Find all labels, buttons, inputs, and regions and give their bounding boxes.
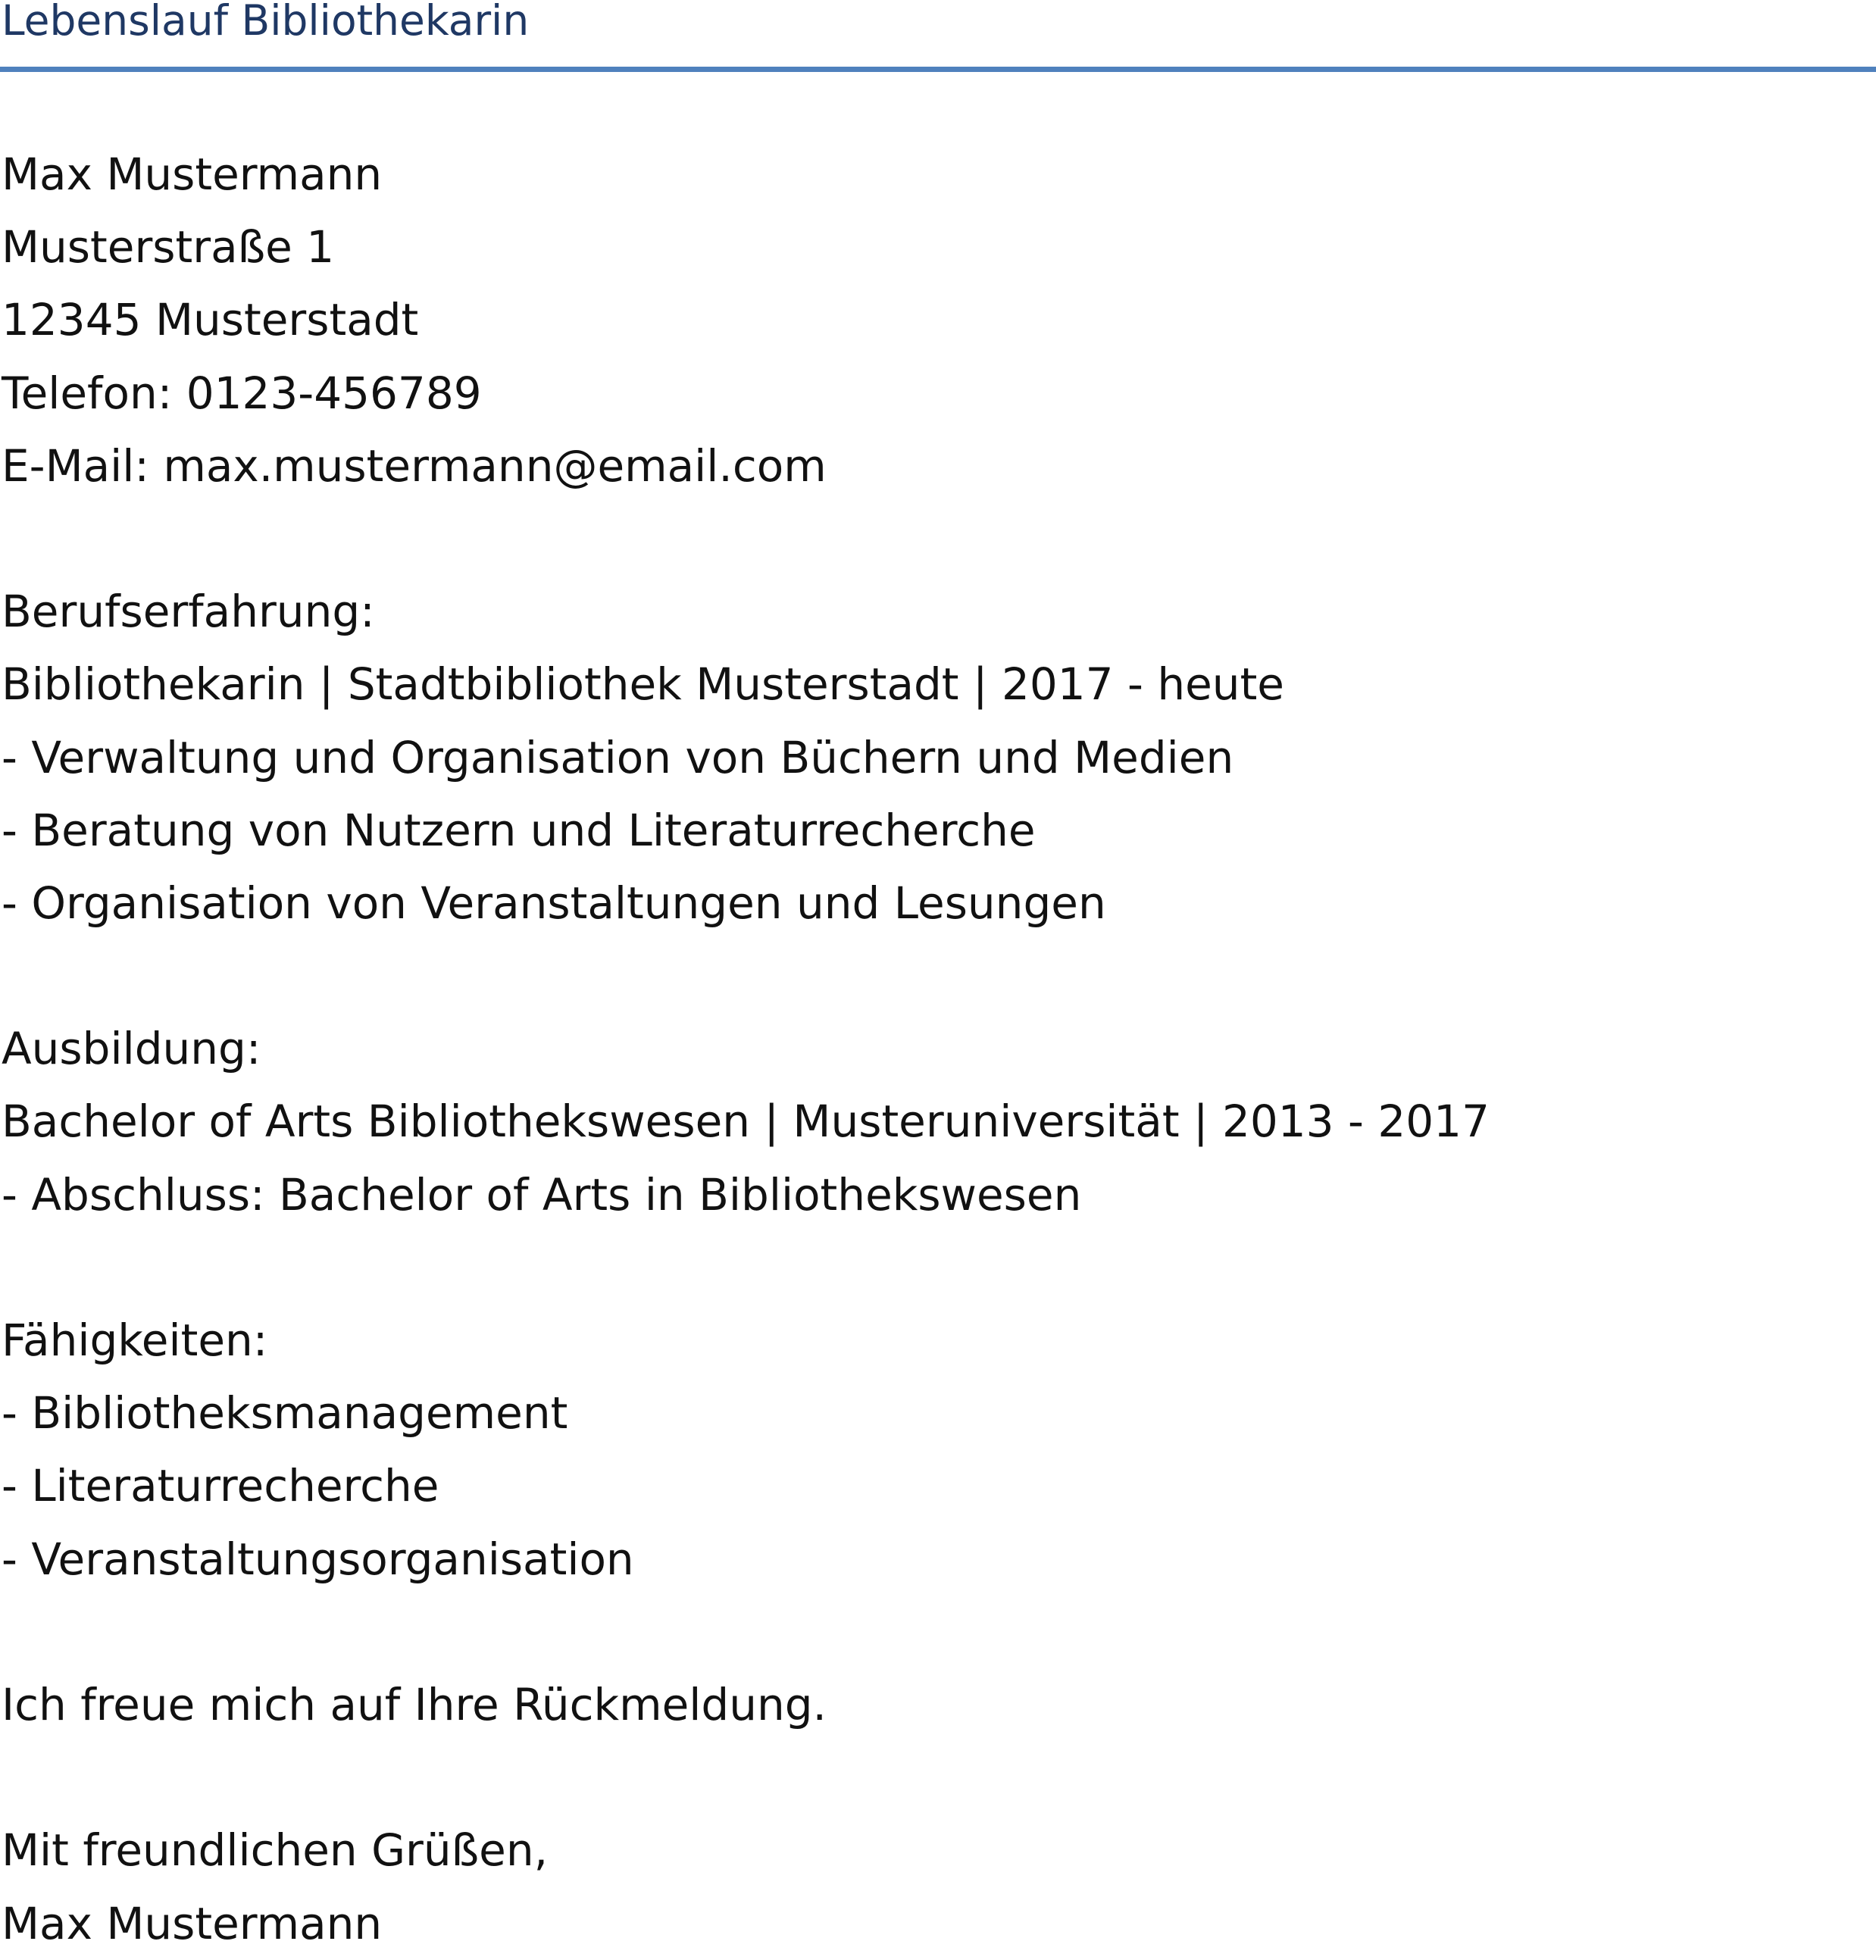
skills-heading: Fähigkeiten:	[2, 1314, 268, 1366]
experience-item: - Beratung von Nutzern und Literaturrecherche	[2, 804, 1036, 856]
experience-position: Bibliothekarin | Stadtbibliothek Musterstadt | 2017 - heute	[2, 658, 1284, 711]
blank-line	[2, 1741, 1490, 1814]
contact-street: Musterstraße 1	[2, 221, 335, 274]
skills-item: - Bibliotheksmanagement	[2, 1387, 568, 1440]
skills-item: - Literaturrecherche	[2, 1460, 439, 1512]
contact-name: Max Mustermann	[2, 148, 383, 200]
blank-line	[2, 502, 1490, 575]
document-body	[2, 138, 1490, 1960]
blank-line	[2, 1231, 1490, 1304]
education-degree: Bachelor of Arts Bibliothekswesen | Musteruniversität | 2013 - 2017	[2, 1096, 1490, 1148]
experience-item: - Organisation von Veranstaltungen und Lesungen	[2, 877, 1106, 929]
skills-item: - Veranstaltungsorganisation	[2, 1533, 634, 1585]
signature-name: Max Mustermann	[2, 1897, 383, 1949]
experience-item: - Verwaltung und Organisation von Büchern und Medien	[2, 731, 1234, 783]
salutation: Mit freundlichen Grüßen,	[2, 1824, 549, 1877]
education-item: - Abschluss: Bachelor of Arts in Bibliothekswesen	[2, 1168, 1082, 1221]
blank-line	[2, 1596, 1490, 1668]
experience-heading: Berufserfahrung:	[2, 586, 375, 638]
education-heading: Ausbildung:	[2, 1023, 261, 1075]
title-divider	[0, 67, 1876, 72]
blank-line	[2, 939, 1490, 1012]
closing-sentence: Ich freue mich auf Ihre Rückmeldung.	[2, 1678, 827, 1730]
contact-city: 12345 Musterstadt	[2, 294, 419, 346]
contact-email: E-Mail: max.mustermann@email.com	[2, 439, 827, 492]
document-title: Lebenslauf Bibliothekarin	[2, 0, 530, 45]
contact-phone: Telefon: 0123-456789	[2, 367, 482, 419]
